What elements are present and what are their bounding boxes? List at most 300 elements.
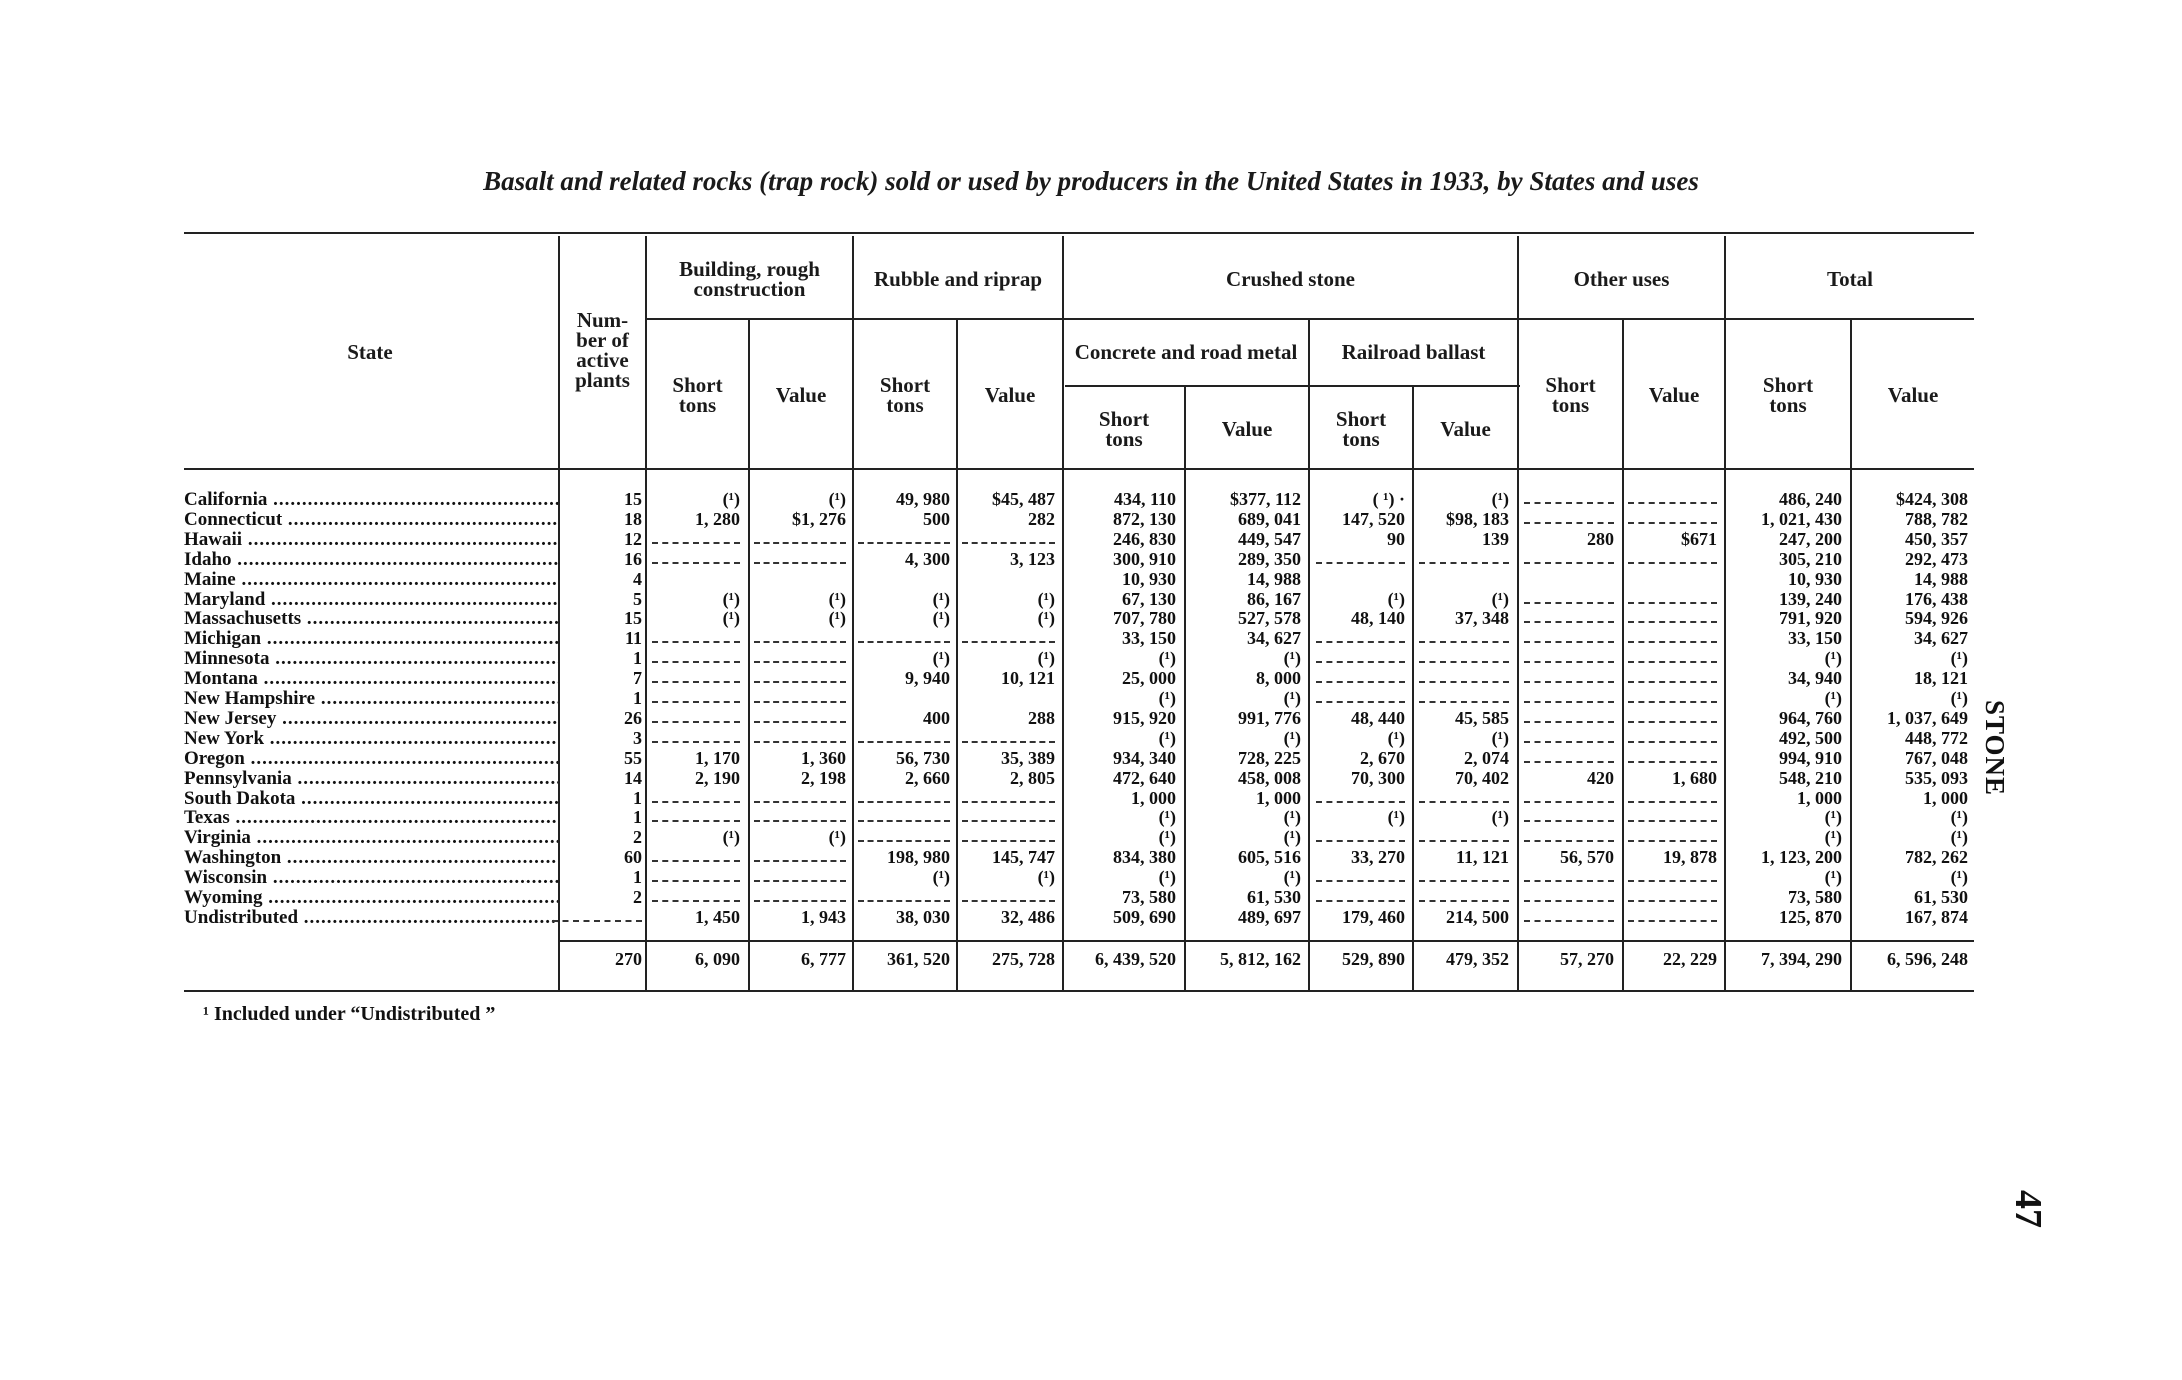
table-cell: 18, 121: [1914, 668, 1968, 689]
state-name: Idaho .....: [184, 550, 558, 570]
state-name: Hawaii .....: [184, 530, 558, 550]
table-cell: 1: [633, 648, 642, 669]
state-name: Massachusetts .....: [184, 609, 558, 629]
table-cell: 1, 000: [1131, 787, 1176, 808]
empty-cell-leader: [652, 791, 740, 803]
total-cell: 270: [615, 949, 642, 969]
table-cell: (¹): [722, 588, 740, 609]
table-cell: 1, 360: [801, 747, 846, 768]
header-total: Total: [1827, 267, 1873, 291]
table-cell: 86, 167: [1247, 588, 1301, 609]
table-cell: 767, 048: [1905, 747, 1968, 768]
table-cell: 14, 988: [1247, 568, 1301, 589]
table-cell: 782, 262: [1905, 847, 1968, 868]
table-cell: 788, 782: [1905, 508, 1968, 529]
header-total-value: Value: [1887, 383, 1939, 407]
empty-cell-leader: [1419, 870, 1509, 882]
table-cell: 3, 123: [1010, 548, 1055, 569]
empty-cell-leader: [652, 850, 740, 862]
table-cell: 2: [633, 887, 642, 907]
table-cell: 872, 130: [1113, 508, 1176, 529]
table-cell: 26: [624, 707, 642, 728]
table-cell: 56, 570: [1560, 847, 1614, 868]
table-cell: 1: [633, 787, 642, 808]
table-cell: (¹): [1158, 727, 1176, 748]
empty-cell-leader: [858, 731, 950, 743]
table-cell: (¹): [1491, 588, 1509, 609]
table-cell: 38, 030: [896, 906, 950, 927]
table-cell: (¹): [1387, 588, 1405, 609]
state-name: Montana .....: [184, 669, 558, 689]
total-cell: 22, 229: [1663, 949, 1717, 969]
table-cell: [915, 689, 1055, 709]
table-cell: 420: [1587, 767, 1614, 788]
table-cell: 45, 585: [1455, 707, 1509, 728]
table-cell: $377, 112: [1229, 489, 1301, 509]
table-cell: 33, 150: [1122, 628, 1176, 649]
table-cell: (¹): [828, 489, 846, 509]
state-name: New York .....: [184, 729, 558, 749]
header-rubble-tons: Short tons: [879, 373, 931, 417]
empty-cell-leader: [1316, 691, 1405, 703]
empty-cell-leader: [652, 651, 740, 663]
total-cell: 6, 090: [695, 949, 740, 969]
empty-cell-leader: [1316, 890, 1405, 902]
table-cell: (¹): [932, 648, 950, 669]
empty-cell-leader: [754, 532, 846, 544]
table-cell: (¹): [1158, 867, 1176, 888]
table-cell: 5: [633, 588, 642, 609]
table-cell: 2, 670: [1360, 747, 1405, 768]
table-cell: (¹): [1037, 648, 1055, 669]
table-cell: 34, 627: [1247, 628, 1301, 649]
table-cell: (¹): [1950, 648, 1968, 669]
table-cell: (¹): [932, 867, 950, 888]
table-cell: 73, 580: [1788, 887, 1842, 907]
table-cell: 527, 578: [1238, 608, 1301, 629]
table-cell: 449, 547: [1238, 528, 1301, 549]
table-cell: 56, 730: [896, 747, 950, 768]
table-cell: $424, 308: [1896, 489, 1968, 509]
table-cell: 3: [633, 727, 642, 748]
state-name: Wyoming .....: [184, 888, 558, 908]
table-cell: (¹): [722, 489, 740, 509]
empty-cell-leader: [754, 810, 846, 822]
header-crushed: Crushed stone: [1226, 267, 1355, 291]
vline: [1412, 387, 1414, 990]
empty-cell-leader: [1316, 552, 1405, 564]
table-cell: (¹): [828, 588, 846, 609]
state-name: Texas .....: [184, 808, 558, 828]
empty-cell-leader: [1524, 512, 1614, 524]
table-cell: (¹): [1950, 688, 1968, 708]
header-concrete: Concrete and road metal: [1074, 340, 1298, 364]
header-other-value: Value: [1648, 383, 1700, 407]
table-cell: 35, 389: [1001, 747, 1055, 768]
table-cell: 1, 450: [695, 906, 740, 927]
empty-cell-leader: [1524, 810, 1614, 822]
table-cell: 9, 940: [905, 668, 950, 689]
table-cell: $45, 487: [992, 489, 1055, 509]
table-cell: 60: [624, 847, 642, 868]
empty-cell-leader: [1524, 890, 1614, 902]
table-cell: 147, 520: [1342, 508, 1405, 529]
top-rule: [184, 232, 1974, 234]
table-cell: 305, 210: [1779, 548, 1842, 569]
table-cell: 509, 690: [1113, 906, 1176, 927]
table-cell: 34, 940: [1788, 668, 1842, 689]
table-cell: 10, 121: [1001, 668, 1055, 689]
state-name: Michigan .....: [184, 629, 558, 649]
table-cell: (¹): [828, 827, 846, 848]
table-cell: 289, 350: [1238, 548, 1301, 569]
subheader-rule: [646, 318, 1974, 320]
table-cell: [915, 570, 1055, 590]
state-name: South Dakota .....: [184, 789, 558, 809]
header-building-value: Value: [775, 383, 827, 407]
state-name: Undistributed .....: [184, 908, 558, 928]
table-cell: 7: [633, 668, 642, 689]
table-cell: 605, 516: [1238, 847, 1301, 868]
table-cell: 434, 110: [1113, 489, 1176, 509]
table-cell: 934, 340: [1113, 747, 1176, 768]
header-state: State: [347, 340, 393, 364]
table-cell: 32, 486: [1001, 906, 1055, 927]
header-rubble: Rubble and riprap: [873, 267, 1043, 291]
total-cell: 479, 352: [1446, 949, 1509, 969]
empty-cell-leader: [652, 631, 740, 643]
table-cell: 492, 500: [1779, 727, 1842, 748]
table-cell: 707, 780: [1113, 608, 1176, 629]
table-cell: 2: [633, 827, 642, 848]
table-cell: (¹): [828, 608, 846, 629]
header-total-tons: Short tons: [1762, 373, 1814, 417]
empty-cell-leader: [1419, 890, 1509, 902]
total-cell: 275, 728: [992, 949, 1055, 969]
table-cell: 139: [1482, 528, 1509, 549]
empty-cell-leader: [754, 791, 846, 803]
state-name: Pennsylvania .....: [184, 769, 558, 789]
table-cell: 994, 910: [1779, 747, 1842, 768]
table-cell: 11, 121: [1455, 847, 1509, 868]
table-cell: 448, 772: [1905, 727, 1968, 748]
table-cell: 2, 805: [1010, 767, 1055, 788]
table-cell: (¹): [1283, 807, 1301, 828]
state-name: Virginia .....: [184, 828, 558, 848]
empty-cell-leader: [1524, 492, 1614, 504]
empty-cell-leader: [1316, 870, 1405, 882]
table-cell: 176, 438: [1905, 588, 1968, 609]
table-cell: 247, 200: [1779, 528, 1842, 549]
header-other-tons: Short tons: [1545, 373, 1596, 417]
table-cell: 4: [633, 568, 642, 589]
empty-cell-leader: [1316, 791, 1405, 803]
table-cell: 689, 041: [1238, 508, 1301, 529]
table-cell: 1: [633, 688, 642, 708]
total-cell: 57, 270: [1560, 949, 1614, 969]
empty-cell-leader: [652, 810, 740, 822]
table-cell: 400: [923, 707, 950, 728]
table-cell: 280: [1587, 528, 1614, 549]
table-cell: (¹): [1824, 648, 1842, 669]
table-cell: 14, 988: [1914, 568, 1968, 589]
state-name: Connecticut .....: [184, 510, 558, 530]
table-cell: (¹): [722, 827, 740, 848]
total-cell: 7, 394, 290: [1761, 949, 1842, 969]
table-cell: (¹): [1491, 489, 1509, 509]
table-cell: 33, 270: [1351, 847, 1405, 868]
empty-cell-leader: [1316, 671, 1405, 683]
table-cell: 1, 680: [1672, 767, 1717, 788]
table-cell: 48, 440: [1351, 707, 1405, 728]
table-cell: 2, 190: [695, 767, 740, 788]
table-cell: 1, 943: [801, 906, 846, 927]
table-cell: [1577, 570, 1717, 590]
table-cell: 1, 037, 649: [1887, 707, 1968, 728]
state-name: California .....: [184, 490, 558, 510]
table-cell: 16: [624, 548, 642, 569]
table-cell: 292, 473: [1905, 548, 1968, 569]
empty-cell-leader: [652, 890, 740, 902]
table-cell: 67, 130: [1122, 588, 1176, 609]
footnote: ¹ Included under “Undistributed ”: [203, 1003, 496, 1025]
table-cell: 1: [633, 867, 642, 888]
empty-cell-leader: [1524, 731, 1614, 743]
empty-cell-leader: [1524, 751, 1614, 763]
table-cell: 15: [624, 608, 642, 629]
table-cell: 964, 760: [1779, 707, 1842, 728]
table-cell: (¹): [1037, 588, 1055, 609]
table-cell: 34, 627: [1914, 628, 1968, 649]
empty-cell-leader: [1316, 830, 1405, 842]
table-cell: 179, 460: [1342, 906, 1405, 927]
empty-cell-leader: [652, 532, 740, 544]
empty-cell-leader: [1419, 671, 1509, 683]
table-cell: 19, 878: [1663, 847, 1717, 868]
table-cell: 48, 140: [1351, 608, 1405, 629]
header-railroad: Railroad ballast: [1341, 340, 1486, 364]
table-cell: (¹): [1950, 827, 1968, 848]
table-cell: 11: [624, 628, 642, 649]
empty-cell-leader: [652, 711, 740, 723]
header-building: Building, rough construction: [679, 257, 820, 301]
crushed-subheader-rule: [1065, 385, 1520, 387]
table-cell: 55: [624, 747, 642, 768]
state-name: Maryland .....: [184, 590, 558, 610]
empty-cell-leader: [1524, 671, 1614, 683]
empty-cell-leader: [1419, 691, 1509, 703]
table-cell: 8, 000: [1256, 668, 1301, 689]
table-cell: 14: [624, 767, 642, 788]
table-cell: (¹): [932, 608, 950, 629]
empty-cell-leader: [1419, 830, 1509, 842]
state-name: New Jersey .....: [184, 709, 558, 729]
section-label: STONE: [1980, 700, 2010, 797]
table-cell: 2, 198: [801, 767, 846, 788]
empty-cell-leader: [1524, 870, 1614, 882]
table-cell: 198, 980: [887, 847, 950, 868]
table-cell: 125, 870: [1779, 906, 1842, 927]
header-railroad-tons: Short tons: [1335, 406, 1387, 451]
table-cell: 535, 093: [1905, 767, 1968, 788]
empty-cell-leader: [858, 532, 950, 544]
table-cell: $1, 276: [792, 508, 846, 529]
table-cell: (¹): [1387, 727, 1405, 748]
table-cell: 450, 357: [1905, 528, 1968, 549]
empty-cell-leader: [652, 731, 740, 743]
table-cell: (¹): [1158, 648, 1176, 669]
table-cell: 33, 150: [1788, 628, 1842, 649]
table-cell: 49, 980: [896, 489, 950, 509]
table-cell: (¹): [1283, 648, 1301, 669]
empty-cell-leader: [1524, 552, 1614, 564]
table-cell: 70, 300: [1351, 767, 1405, 788]
header-plants: Num- ber of active plants: [575, 308, 630, 392]
table-cell: 18: [624, 508, 642, 529]
table-cell: 12: [624, 528, 642, 549]
table-cell: 594, 926: [1905, 608, 1968, 629]
empty-cell-leader: [1419, 791, 1509, 803]
state-name: New Hampshire .....: [184, 689, 558, 709]
state-name: Washington .....: [184, 848, 558, 868]
empty-cell-leader: [1524, 711, 1614, 723]
header-building-tons: Short tons: [672, 373, 723, 417]
table-cell: 472, 640: [1113, 767, 1176, 788]
table-cell: 915, 920: [1113, 707, 1176, 728]
state-name: Minnesota .....: [184, 649, 558, 669]
empty-cell-leader: [858, 631, 950, 643]
table-cell: 1, 000: [1256, 787, 1301, 808]
page-number: 47: [2007, 1190, 2049, 1228]
empty-cell-leader: [1524, 611, 1614, 623]
empty-cell-leader: [1316, 651, 1405, 663]
table-cell: 1: [633, 807, 642, 828]
table-cell: 10, 930: [1788, 568, 1842, 589]
table-cell: (¹): [722, 608, 740, 629]
table-title: Basalt and related rocks (trap rock) sold or used by producers in the United States in 1933, by States and uses: [483, 166, 1699, 196]
table-cell: 61, 530: [1247, 887, 1301, 907]
table-cell: (¹): [1283, 688, 1301, 708]
header-railroad-value: Value: [1440, 416, 1491, 441]
table-cell: 489, 697: [1238, 906, 1301, 927]
table-cell: 1, 280: [695, 508, 740, 529]
table-row: [184, 908, 558, 928]
table-cell: 70, 402: [1455, 767, 1509, 788]
total-cell: 6, 596, 248: [1887, 949, 1968, 969]
total-cell: 6, 777: [801, 949, 846, 969]
table-cell: (¹): [1824, 688, 1842, 708]
empty-cell-leader: [1524, 691, 1614, 703]
table-cell: 282: [1028, 508, 1055, 529]
table-cell: 458, 008: [1238, 767, 1301, 788]
table-cell: $671: [1681, 528, 1717, 549]
table-cell: 15: [624, 489, 642, 509]
table-cell: 145, 747: [992, 847, 1055, 868]
table-cell: (¹): [1824, 827, 1842, 848]
table-cell: (¹): [1283, 727, 1301, 748]
table-cell: 500: [923, 508, 950, 529]
empty-cell-leader: [754, 890, 846, 902]
table-cell: 1, 000: [1797, 787, 1842, 808]
empty-cell-leader: [652, 671, 740, 683]
bottom-rule: [184, 990, 1974, 992]
state-name: Maine .....: [184, 570, 558, 590]
table-cell: 1, 170: [695, 747, 740, 768]
empty-cell-leader: [1524, 910, 1614, 922]
table-cell: (¹): [1950, 867, 1968, 888]
empty-cell-leader: [1524, 592, 1614, 604]
table-cell: 4, 300: [905, 548, 950, 569]
table-cell: 10, 930: [1122, 568, 1176, 589]
empty-cell-leader: [1524, 651, 1614, 663]
empty-cell-leader: [652, 870, 740, 882]
table-cell: (¹): [1824, 807, 1842, 828]
table-cell: (¹): [1491, 807, 1509, 828]
empty-cell-leader: [1419, 631, 1509, 643]
table-cell: 73, 580: [1122, 887, 1176, 907]
state-name: Oregon .....: [184, 749, 558, 769]
empty-cell-leader: [754, 631, 846, 643]
table-cell: 728, 225: [1238, 747, 1301, 768]
table-cell: 167, 874: [1905, 906, 1968, 927]
total-cell: 6, 439, 520: [1095, 949, 1176, 969]
empty-cell-leader: [1419, 552, 1509, 564]
table-cell: 834, 380: [1113, 847, 1176, 868]
table-cell: 991, 776: [1238, 707, 1301, 728]
empty-cell-leader: [1419, 651, 1509, 663]
table-cell: 90: [1387, 528, 1405, 549]
table-cell: (¹): [1491, 727, 1509, 748]
empty-cell-leader: [858, 890, 950, 902]
table-cell: $98, 183: [1446, 508, 1509, 529]
table-cell: 2, 074: [1464, 747, 1509, 768]
table-cell: (¹): [1158, 688, 1176, 708]
table-cell: 288: [1028, 707, 1055, 728]
table-cell: 246, 830: [1113, 528, 1176, 549]
empty-cell-leader: [1524, 830, 1614, 842]
empty-cell-leader: [858, 810, 950, 822]
table-cell: (¹): [1387, 807, 1405, 828]
table-cell: 548, 210: [1779, 767, 1842, 788]
header-other: Other uses: [1573, 267, 1670, 291]
header-bottom-rule: [184, 468, 1974, 470]
empty-cell-leader: [1524, 791, 1614, 803]
empty-cell-leader: [1524, 631, 1614, 643]
table-cell: 1, 021, 430: [1761, 508, 1842, 529]
total-cell: 529, 890: [1342, 949, 1405, 969]
table-cell: (¹): [1283, 867, 1301, 888]
empty-cell-leader: [652, 552, 740, 564]
table-cell: 2, 660: [905, 767, 950, 788]
table-cell: 37, 348: [1455, 608, 1509, 629]
table-cell: 139, 240: [1779, 588, 1842, 609]
table-cell: (¹): [1037, 608, 1055, 629]
table-cell: (¹): [1037, 867, 1055, 888]
total-top-rule: [560, 940, 1974, 942]
state-name: Wisconsin .....: [184, 868, 558, 888]
empty-cell-leader: [754, 731, 846, 743]
table-cell: 791, 920: [1779, 608, 1842, 629]
total-cell: 5, 812, 162: [1220, 949, 1301, 969]
table-cell: 25, 000: [1122, 668, 1176, 689]
table-cell: (¹): [932, 588, 950, 609]
empty-cell-leader: [858, 791, 950, 803]
table-cell: (¹): [1158, 827, 1176, 848]
table-cell: 61, 530: [1914, 887, 1968, 907]
header-rubble-value: Value: [984, 383, 1036, 407]
table-cell: 214, 500: [1446, 906, 1509, 927]
table-cell: 486, 240: [1779, 489, 1842, 509]
